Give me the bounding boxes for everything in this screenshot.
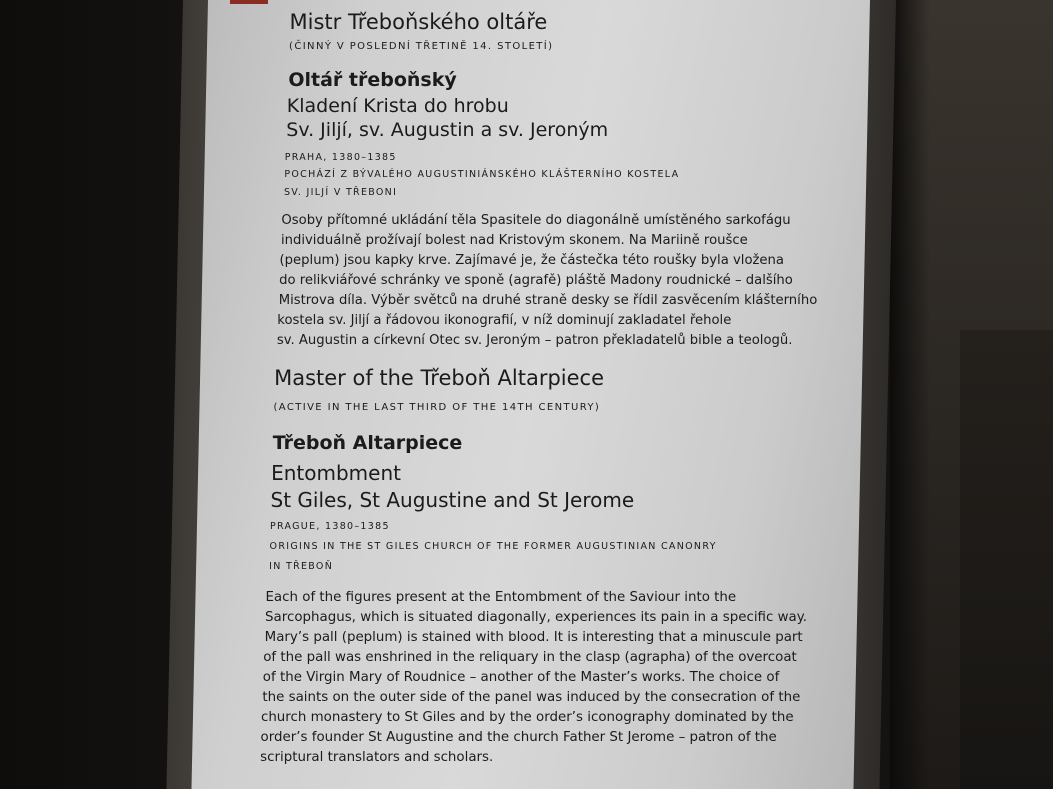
- english-active-period: (ACTIVE IN THE LAST THIRD OF THE 14TH CENTURY): [273, 402, 601, 413]
- english-description-line: scriptural translators and scholars.: [260, 750, 494, 765]
- czech-description-line: Mistrova díla. Výběr světců na druhé straně desky se řídil zasvěcením klášterního: [278, 293, 818, 308]
- english-description-line: church monastery to St Giles and by the order’s iconography dominated by the: [260, 710, 794, 725]
- czech-description-line: individuálně prožívají bolest nad Kristovým skonem. Na Mariině roušce: [280, 233, 748, 248]
- czech-description-line: do relikviářové schránky ve sponě (agrafě) pláště Madony roudnické – dalšího: [279, 273, 793, 288]
- english-work-title: Třeboň Altarpiece: [272, 432, 463, 454]
- czech-active-period: (ČINNÝ V POSLEDNÍ TŘETINĚ 14. STOLETÍ): [289, 41, 554, 52]
- czech-meta-line: SV. JILJÍ V TŘEBONI: [283, 187, 398, 198]
- czech-subject-2: Sv. Jiljí, sv. Augustin a sv. Jeroným: [286, 119, 609, 141]
- czech-artist-title: Mistr Třeboňského oltáře: [289, 10, 548, 34]
- english-subject-2: St Giles, St Augustine and St Jerome: [270, 488, 635, 512]
- wall-shadow: [890, 0, 930, 789]
- english-artist-title: Master of the Třeboň Altarpiece: [274, 366, 605, 390]
- czech-subject-1: Kladení Krista do hrobu: [286, 95, 509, 117]
- czech-work-title: Oltář třeboňský: [288, 69, 457, 91]
- red-edge-mark: [230, 0, 268, 4]
- english-meta-line: PRAGUE, 1380–1385: [269, 521, 390, 532]
- english-subject-1: Entombment: [271, 461, 401, 485]
- english-description-line: of the pall was enshrined in the reliquary in the clasp (agrapha) of the overcoat: [263, 650, 797, 665]
- english-description-line: Mary’s pall (peplum) is stained with blood. It is interesting that a minuscule part: [264, 630, 803, 645]
- czech-description-line: (peplum) jsou kapky krve. Zajímavé je, že částečka této roušky byla vložena: [279, 253, 784, 268]
- background-wall: [890, 0, 1053, 789]
- czech-description-line: kostela sv. Jiljí a řádovou ikonografií, v níž dominují zakladatel řehole: [277, 313, 732, 328]
- english-description-line: the saints on the outer side of the panel was induced by the consecration of the: [262, 690, 801, 705]
- english-description-line: Each of the figures present at the Entombment of the Saviour into the: [265, 590, 737, 605]
- czech-meta-line: PRAHA, 1380–1385: [284, 152, 397, 163]
- wall-edge: [960, 330, 1053, 789]
- english-description-line: of the Virgin Mary of Roudnice – another of the Master’s works. The choice of: [262, 670, 780, 685]
- czech-description-line: sv. Augustin a církevní Otec sv. Jeroným – patron překladatelů bible a teologů.: [276, 333, 793, 348]
- english-meta-line: IN TŘEBOŇ: [269, 561, 334, 572]
- english-description-line: Sarcophagus, which is situated diagonally, experiences its pain in a specific way.: [265, 610, 808, 625]
- english-meta-line: ORIGINS IN THE ST GILES CHURCH OF THE FORMER AUGUSTINIAN CANONRY: [269, 541, 717, 552]
- english-description-line: order’s founder St Augustine and the church Father St Jerome – patron of the: [260, 730, 777, 745]
- czech-meta-line: POCHÁZÍ Z BÝVALÉHO AUGUSTINIÁNSKÉHO KLÁŠTERNÍHO KOSTELA: [284, 169, 680, 180]
- czech-description-line: Osoby přítomné ukládání těla Spasitele do diagonálně umístěného sarkofágu: [281, 213, 791, 228]
- label-plate: [191, 0, 870, 789]
